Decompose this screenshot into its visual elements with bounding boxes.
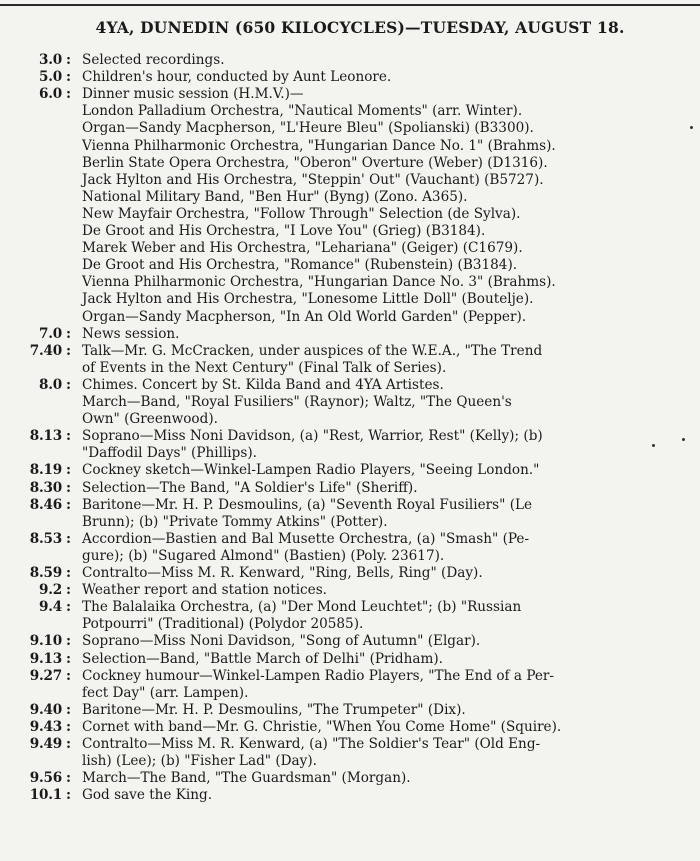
programme-subitem: Potpourri" (Traditional) (Polydor 20585). [82,616,364,633]
programme-subitem: Organ—Sandy Macpherson, "L'Heure Bleu" (Spolianski) (B3300). [82,120,534,137]
ink-speck [690,126,693,129]
programme-line [0,377,700,394]
programme-time: 6.0 [38,86,62,103]
time-separator: : [66,599,72,616]
programme-line [0,599,700,616]
programme-time: 7.40 [29,342,62,359]
programme-item: Selection—The Band, "A Soldier's Life" (Sheriff). [82,479,418,496]
programme-time: 9.2 [38,582,62,599]
programme-item: God save the King. [82,787,213,804]
programme-subitem: London Palladium Orchestra, "Nautical Moments" (arr. Winter). [82,103,523,120]
programme-line [0,736,700,753]
programme-subitem: Vienna Philharmonic Orchestra, "Hungarian Dance No. 3" (Brahms). [82,274,556,291]
programme-time: 8.13 [29,428,62,445]
programme-item: March—The Band, "The Guardsman" (Morgan). [82,770,411,787]
time-separator: : [66,736,72,752]
programme-subitem: March—Band, "Royal Fusiliers" (Raynor); Waltz, "The Queen's [82,394,512,410]
programme-time: 9.49 [29,736,62,752]
programme-line [0,462,700,479]
programme-item: Contralto—Miss M. R. Kenward, (a) "The Soldier's Tear" (Old Eng- [82,736,541,752]
time-separator: : [66,633,72,650]
programme-line [0,326,700,343]
programme-item: Soprano—Miss Noni Davidson, (a) "Rest, Warrior, Rest" (Kelly); (b) [82,428,543,445]
programme-line [0,497,700,514]
programme-line [0,343,700,360]
time-separator: : [66,770,72,787]
programme-item: News session. [82,325,180,342]
programme-line [0,770,700,787]
programme-line [0,753,700,770]
programme-item: Cornet with band—Mr. G. Christie, "When You Come Home" (Squire). [82,718,562,735]
programme-item: Dinner music session (H.M.V.)— [82,86,304,103]
programme-time: 8.30 [29,479,62,496]
programme-line [0,52,700,69]
programme-item: Soprano—Miss Noni Davidson, "Song of Autumn" (Elgar). [82,633,481,650]
programme-item: Contralto—Miss M. R. Kenward, "Ring, Bells, Ring" (Day). [82,565,483,581]
time-separator: : [66,376,72,393]
time-separator: : [66,650,72,667]
programme-subitem: Jack Hylton and His Orchestra, "Lonesome Little Doll" (Boutelje). [82,291,534,308]
time-separator: : [66,787,72,804]
programme-subitem: Jack Hylton and His Orchestra, "Steppin' Out" (Vauchant) (B5727). [82,171,544,188]
programme-line [0,394,700,411]
programme-line [0,86,700,103]
programme-line [0,548,700,565]
programme-subitem: lish) (Lee); (b) "Fisher Lad" (Day). [82,753,317,770]
programme-item: Children's hour, conducted by Aunt Leonore. [82,69,392,86]
time-separator: : [66,701,72,718]
programme-line [0,616,700,633]
programme-title: 4YA, DUNEDIN (650 KILOCYCLES)—TUESDAY, AUGUST 18. [95,18,625,37]
top-rule [0,4,700,6]
programme-line [0,565,700,582]
programme-subitem: fect Day" (arr. Lampen). [82,684,249,701]
time-separator: : [66,565,72,581]
programme-subitem: New Mayfair Orchestra, "Follow Through" Selection (de Sylva). [82,205,521,222]
time-separator: : [66,718,72,735]
programme-line [0,531,700,548]
programme-subitem: Organ—Sandy Macpherson, "In An Old World Garden" (Pepper). [82,308,527,325]
programme-line [0,445,700,462]
programme-line [0,274,700,291]
programme-item: Accordion—Bastien and Bal Musette Orchestra, (a) "Smash" (Pe- [82,530,530,547]
programme-time: 3.0 [38,52,62,68]
time-separator: : [66,428,72,445]
programme-item: Selected recordings. [82,52,225,68]
programme-line [0,155,700,172]
programme-line [0,189,700,206]
programme-time: 8.59 [29,565,62,581]
time-separator: : [66,462,72,479]
programme-time: 9.10 [29,633,62,650]
programme-item: Baritone—Mr. H. P. Desmoulins, "The Trumpeter" (Dix). [82,701,466,718]
time-separator: : [66,342,72,359]
time-separator: : [66,582,72,599]
programme-time: 9.56 [29,770,62,787]
programme-subitem: De Groot and His Orchestra, "I Love You" (Grieg) (B3184). [82,223,486,239]
programme-time: 8.46 [29,496,62,513]
programme-time: 9.40 [29,701,62,718]
programme-subitem: De Groot and His Orchestra, "Romance" (Rubenstein) (B3184). [82,257,518,274]
programme-subitem: gure); (b) "Sugared Almond" (Bastien) (Poly. 23617). [82,547,445,564]
programme-time: 9.4 [38,599,62,616]
programme-line [0,633,700,650]
time-separator: : [66,325,72,342]
programme-line [0,257,700,274]
programme-time: 9.13 [29,650,62,667]
programme-subitem: Berlin State Opera Orchestra, "Oberon" Overture (Weber) (D1316). [82,154,548,171]
programme-line [0,668,700,685]
time-separator: : [66,52,72,68]
programme-line [0,360,700,377]
programme-item: Cockney sketch—Winkel-Lampen Radio Players, "Seeing London." [82,462,540,479]
programme-line [0,120,700,137]
programme-item: Baritone—Mr. H. P. Desmoulins, (a) "Seventh Royal Fusiliers" (Le [82,496,533,513]
programme-line [0,103,700,120]
time-separator: : [66,69,72,86]
programme-line [0,411,700,428]
programme-line [0,240,700,257]
programme-line [0,309,700,326]
programme-subitem: Brunn); (b) "Private Tommy Atkins" (Potter). [82,513,388,530]
programme-item: The Balalaika Orchestra, (a) "Der Mond Leuchtet"; (b) "Russian [82,599,522,616]
programme-subitem: Vienna Philharmonic Orchestra, "Hungarian Dance No. 1" (Brahms). [82,137,556,154]
programme-time: 8.19 [29,462,62,479]
programme-subitem: "Daffodil Days" (Phillips). [82,445,257,462]
programme-item: Weather report and station notices. [82,582,328,599]
programme-line [0,223,700,240]
programme-line [0,291,700,308]
programme-time: 9.27 [29,667,62,684]
programme-line [0,428,700,445]
programme-subitem: National Military Band, "Ben Hur" (Byng) (Zono. A365). [82,188,468,205]
programme-line [0,787,700,804]
programme-line [0,480,700,497]
time-separator: : [66,530,72,547]
ink-speck [652,444,655,447]
time-separator: : [66,86,72,103]
programme-item: Chimes. Concert by St. Kilda Band and 4YA Artistes. [82,376,444,393]
time-separator: : [66,496,72,513]
ink-speck [682,438,685,441]
time-separator: : [66,667,72,684]
programme-line [0,138,700,155]
programme-time: 8.53 [29,530,62,547]
programme-line [0,702,700,719]
programme-time: 9.43 [29,718,62,735]
programme-line [0,172,700,189]
programme-line [0,685,700,702]
programme-time: 10.1 [29,787,62,804]
programme-time: 7.0 [38,325,62,342]
time-separator: : [66,479,72,496]
programme-subitem: Own" (Greenwood). [82,411,218,428]
programme-line [0,69,700,86]
programme-line [0,719,700,736]
programme-time: 5.0 [38,69,62,86]
programme-line [0,651,700,668]
programme-item: Cockney humour—Winkel-Lampen Radio Players, "The End of a Per- [82,667,554,684]
programme-subitem: of Events in the Next Century" (Final Talk of Series). [82,359,447,376]
programme-line [0,514,700,531]
programme-time: 8.0 [38,376,62,393]
programme-line [0,582,700,599]
programme-item: Selection—Band, "Battle March of Delhi" (Pridham). [82,650,443,667]
programme-subitem: Marek Weber and His Orchestra, "Lehariana" (Geiger) (C1679). [82,240,523,257]
programme-item: Talk—Mr. G. McCracken, under auspices of the W.E.A., "The Trend [82,342,543,359]
programme-line [0,206,700,223]
